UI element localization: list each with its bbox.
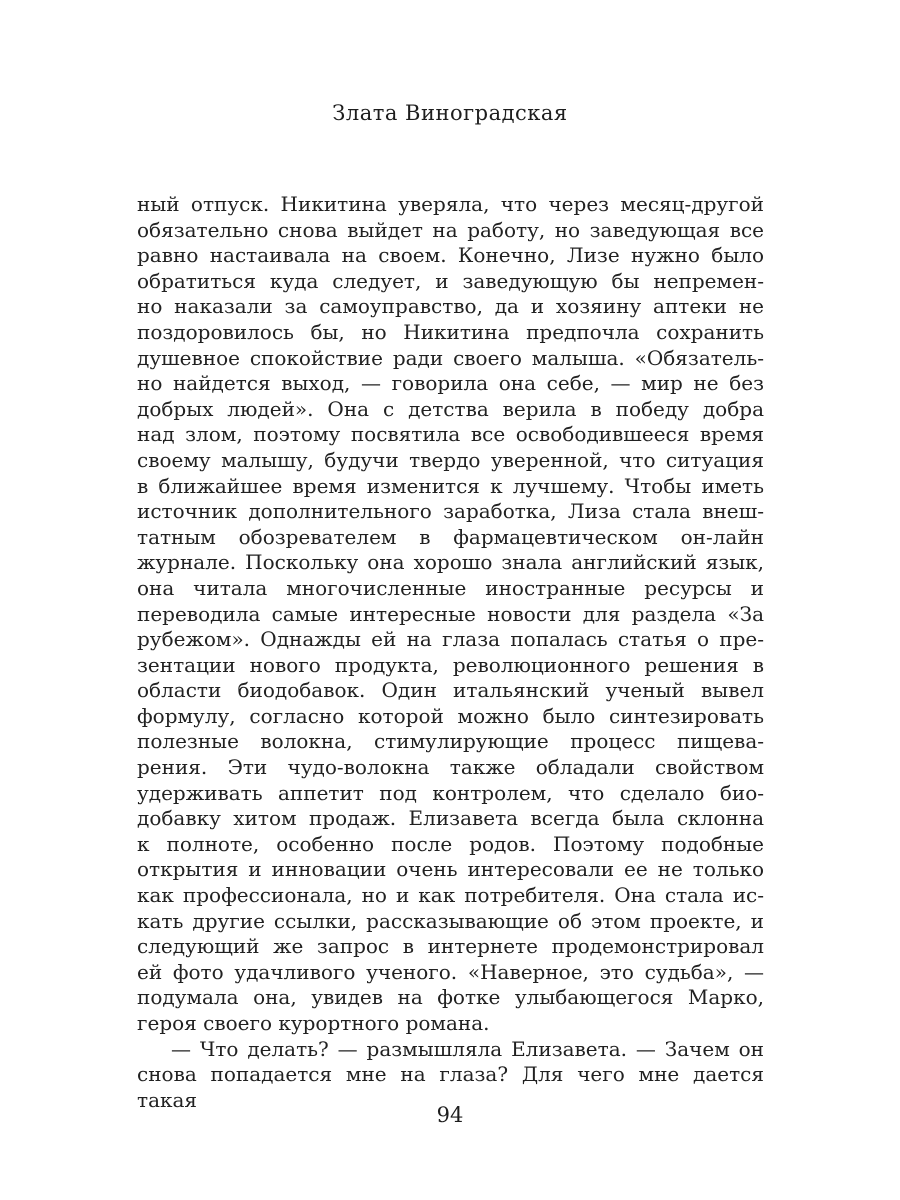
text-line: полезные волокна, стимулирующие процесс пищева- <box>137 729 764 754</box>
text-line: ей фото удачливого ученого. «Наверное, это судьба», — <box>137 959 764 984</box>
text-line: — Что делать? — размышляла Елизавета. — Зачем он <box>171 1036 764 1061</box>
text-line: своему малышу, будучи твердо уверенной, что ситуация <box>137 447 764 472</box>
page-number: 94 <box>436 1103 464 1127</box>
text-line: зентации нового продукта, революционного решения в <box>137 652 764 677</box>
text-line: журнале. Поскольку она хорошо знала английский язык, <box>137 550 764 575</box>
text-line: но найдется выход, — говорила она себе, — мир не без <box>137 371 764 396</box>
text-line: следующий же запрос в интернете продемонстрировал <box>137 934 764 959</box>
text-line: она читала многочисленные иностранные ресурсы и <box>137 575 764 600</box>
text-line: удерживать аппетит под контролем, что сделало био- <box>137 780 764 805</box>
text-line: в ближайшее время изменится к лучшему. Чтобы иметь <box>137 473 764 498</box>
text-line: равно настаивала на своем. Конечно, Лизе нужно было <box>137 243 764 268</box>
text-line: душевное спокойствие ради своего малыша. «Обязатель- <box>137 345 764 370</box>
text-line: открытия и инновации очень интересовали ее не только <box>137 857 764 882</box>
text-line: переводила самые интересные новости для раздела «За <box>137 601 764 626</box>
running-header-author: Злата Виноградская <box>332 101 568 125</box>
text-line: обратиться куда следует, и заведующую бы непремен- <box>137 268 764 293</box>
text-line: ный отпуск. Никитина уверяла, что через месяц-другой <box>137 192 764 216</box>
paragraph <box>137 192 764 1037</box>
text-line: к полноте, особенно после родов. Поэтому подобные <box>137 831 764 856</box>
text-line: над злом, поэтому посвятила все освободившееся время <box>137 422 764 447</box>
text-line: снова попадается мне на глаза? Для чего мне дается такая <box>137 1062 764 1112</box>
text-line: как профессионала, но и как потребителя. Она стала ис- <box>137 883 764 908</box>
text-line: рения. Эти чудо-волокна также обладали свойством <box>137 755 764 780</box>
text-line: героя своего курортного романа. <box>137 1011 490 1035</box>
text-line: обязательно снова выйдет на работу, но заведующая все <box>137 217 764 242</box>
text-line: источник дополнительного заработка, Лиза стала внеш- <box>137 499 764 524</box>
text-line: кать другие ссылки, рассказывающие об этом проекте, и <box>137 908 764 933</box>
text-line: добрых людей». Она с детства верила в победу добра <box>137 396 764 421</box>
text-line: рубежом». Однажды ей на глаза попалась статья о пре- <box>137 627 764 652</box>
text-line: татным обозревателем в фармацевтическом он-лайн <box>137 524 764 549</box>
text-line: добавку хитом продаж. Елизавета всегда была склонна <box>137 806 764 831</box>
text-line: области биодобавок. Один итальянский ученый вывел <box>137 678 764 703</box>
text-line: формулу, согласно которой можно было синтезировать <box>137 703 764 728</box>
text-line: поздоровилось бы, но Никитина предпочла сохранить <box>137 319 764 344</box>
paragraph <box>137 1037 764 1114</box>
page-body-text <box>137 192 764 1113</box>
text-line: но наказали за самоуправство, да и хозяину аптеки не <box>137 294 764 319</box>
text-line: подумала она, увидев на фотке улыбающегося Марко, <box>137 985 764 1010</box>
